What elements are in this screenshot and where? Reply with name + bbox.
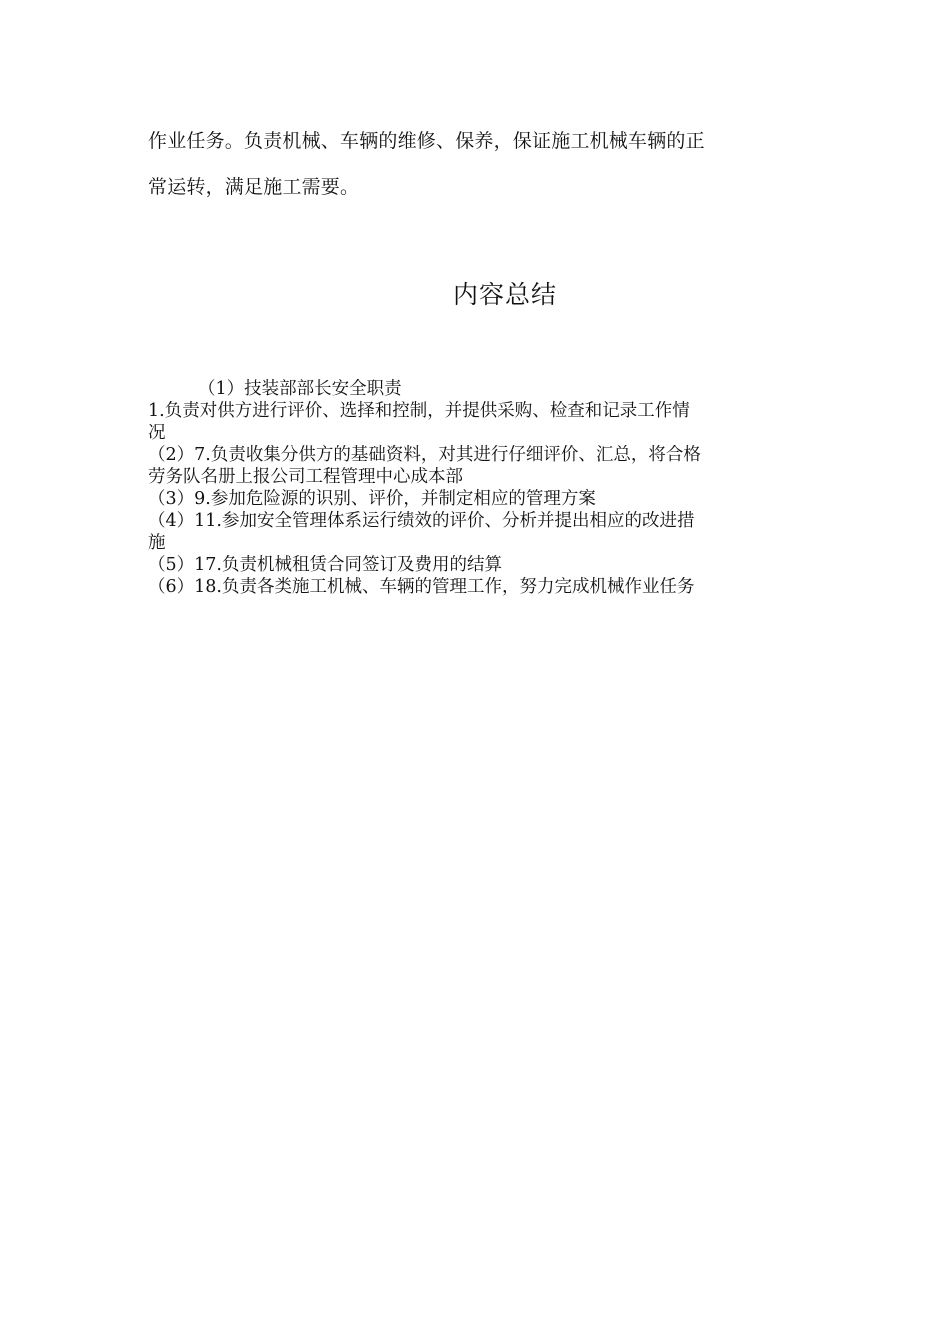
summary-line: （2）7.负责收集分供方的基础资料，对其进行仔细评价、汇总，将合格 <box>148 445 701 465</box>
summary-line: 施 <box>148 533 166 553</box>
summary-line: （5）17.负责机械租赁合同签订及费用的结算 <box>148 555 502 575</box>
summary-line: （3）9.参加危险源的识别、评价，并制定相应的管理方案 <box>148 489 596 509</box>
summary-line: 1.负责对供方进行评价、选择和控制，并提供采购、检查和记录工作情 <box>148 401 690 421</box>
summary-line: （6）18.负责各类施工机械、车辆的管理工作，努力完成机械作业任务 <box>148 577 695 597</box>
summary-title: 内容总结 <box>452 280 557 309</box>
summary-section <box>148 378 808 598</box>
summary-line: （4）11.参加安全管理体系运行绩效的评价、分析并提出相应的改进措 <box>148 511 695 531</box>
intro-paragraph <box>148 118 808 210</box>
summary-line: 劳务队名册上报公司工程管理中心成本部 <box>148 467 463 487</box>
summary-line: 况 <box>148 423 166 443</box>
summary-heading: （1）技装部部长安全职责 <box>198 379 402 399</box>
intro-line-2: 常运转，满足施工需要。 <box>148 176 360 198</box>
intro-line-1: 作业任务。负责机械、车辆的维修、保养，保证施工机械车辆的正 <box>148 130 705 152</box>
